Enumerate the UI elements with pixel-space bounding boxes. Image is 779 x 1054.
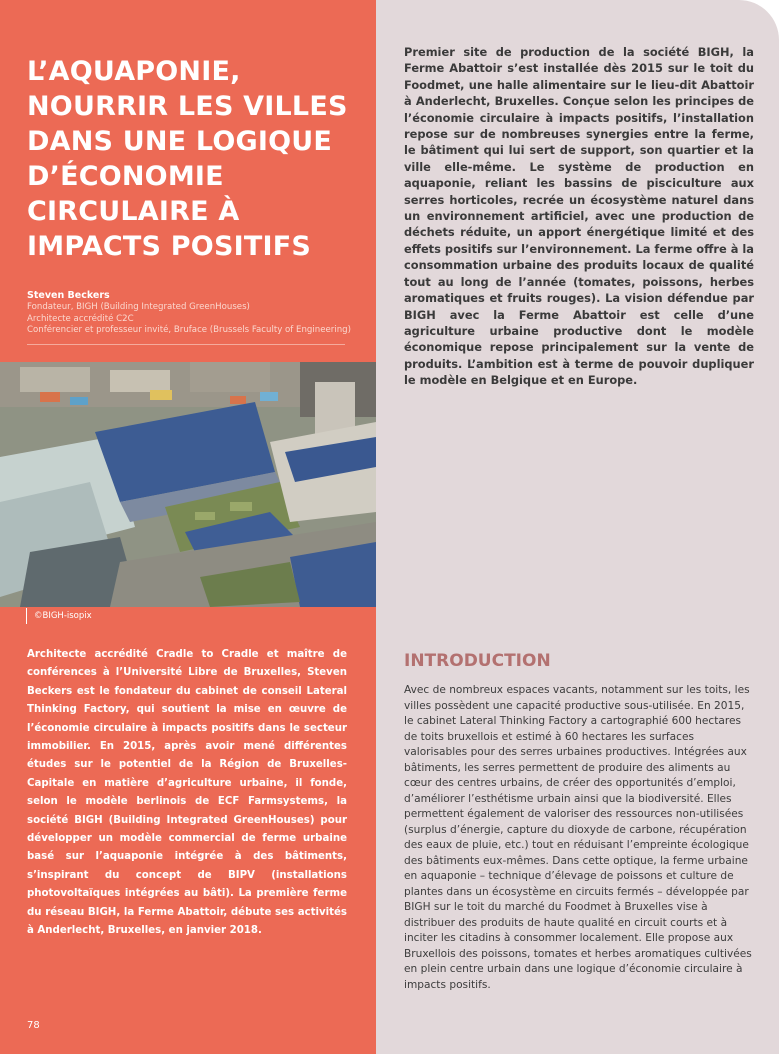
author-role: Conférencier et professeur invité, Bruface (Brussels Faculty of Engineering) [27,325,351,335]
aerial-photo-illustration [0,362,376,607]
author-role: Architecte accrédité C2C [27,313,134,324]
left-column [0,0,376,1054]
page-number: 78 [27,1020,40,1031]
lead-paragraph: Premier site de production de la société BIGH, la Ferme Abattoir s’est installée dès 2015 sur le toit du Foodmet, une halle alimentaire sur le lieu-dit Abattoir à Anderlecht, Bruxelles. Conçue selon les principes de l’économie circulaire à impacts positifs, l’installation repose sur de nombreuses synergies entre la ferme, le bâtiment qui lui sert de support, son quartier et la ville elle-même. Le système de production en aquaponie, reliant les bassins de pisciculture aux serres horticoles, recrée un écosystème naturel dans un environnement artificiel, avec une production de déchets réduite, un apport énergétique limité et des effets positifs sur l’environnement. La ferme offre à la consommation urbaine des produits locaux de qualité tout au long de l’année (tomates, poissons, herbes aromatiques et fruits rouges). La vision défendue par BIGH avec la Ferme Abattoir est celle d’une agriculture urbaine productive dont le modèle économique repose principalement sur la vente de produits. L’ambition est à terme de pouvoir dupliquer le modèle en Belgique et en Europe. [404,45,754,388]
author-name: Steven Beckers [27,290,110,301]
author-bio: Architecte accrédité Cradle to Cradle et maître de conférences à l’Université Libre de Bruxelles, Steven Beckers est le fondateur du cabinet de conseil Lateral Thinking Factory, qui soutient la mise en œuvre de l’économie circulaire à impacts positifs dans le secteur immobilier. En 2015, après avoir mené différentes études sur le potentiel de la Région de Bruxelles-Capitale en matière d’agriculture urbaine, il fonde, selon le modèle berlinois de ECF Farmsystems, la société BIGH (Building Integrated GreenHouses) pour développer un modèle commercial de ferme urbaine basé sur l’aquaponie intégrée à des bâtiments, s’inspirant du concept de BIPV (installations photovoltaïques intégrées au bâti). La première ferme du réseau BIGH, la Ferme Abattoir, débute ses activités à Anderlecht, Bruxelles, en janvier 2018. [27,649,347,937]
author-role: Fondateur, BIGH (Building Integrated GreenHouses) [27,302,250,312]
divider [27,344,345,345]
author-block [27,290,367,337]
article-title: L’AQUAPONIE, NOURRIR LES VILLES DANS UNE LOGIQUE D’ÉCONOMIE CIRCULAIRE À IMPACTS POSITIFS [27,56,348,262]
aerial-photo [0,362,376,607]
section-heading: INTRODUCTION [404,651,551,671]
photo-credit: ©BIGH-isopix [26,608,364,624]
introduction-text: Avec de nombreux espaces vacants, notamment sur les toits, les villes possèdent une capacité productive sous-utilisée. En 2015, le cabinet Lateral Thinking Factory a cartographié 600 hectares de toits bruxellois et estimé à 60 hectares les surfaces valorisables pour des serres urbaines productives. Intégrées aux bâtiments, les serres permettent de produire des aliments au cœur des centres urbains, de créer des opportunités d’emploi, d’améliorer l’esthétisme urbain ainsi que la biodiversité. Elles permettent également de valoriser des ressources non-utilisées (surplus d’énergie, capture du dioxyde de carbone, récupération des eaux de pluie, etc.) tout en réduisant l’empreinte écologique des bâtiments eux-mêmes. Dans cette optique, la ferme urbaine en aquaponie – technique d’élevage de poissons et culture de plantes dans un écosystème en circuits fermés – développée par BIGH sur le toit du marché du Foodmet à Bruxelles vise à distribuer des produits de haute qualité en circuit courts et à inciter les citadins à consommer localement. Elle propose aux Bruxellois des poissons, tomates et herbes aromatiques cultivées en plein centre urbain dans une logique d’économie circulaire à impacts positifs. [404,684,752,991]
